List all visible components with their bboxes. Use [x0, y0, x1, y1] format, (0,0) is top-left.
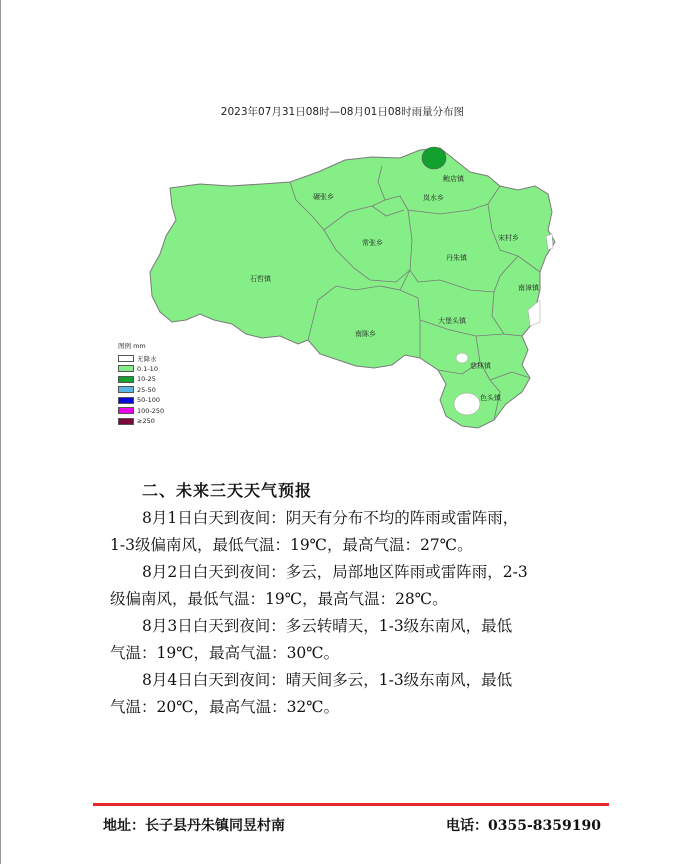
legend-label: ≥250: [137, 417, 155, 426]
legend-swatch: [118, 355, 134, 362]
footer-phone: 电话：0355-8359190: [446, 818, 601, 834]
town-label: 岚水乡: [423, 194, 444, 202]
legend-item: [118, 385, 164, 396]
map-title: 2023年07月31日08时—08月01日08时雨量分布图: [220, 106, 465, 118]
town-label: 南漳镇: [518, 284, 539, 292]
page-left-border: [0, 0, 1, 864]
town-label: 碾张乡: [313, 193, 334, 201]
town-label: 南陈乡: [355, 330, 376, 338]
legend-swatch: [118, 397, 134, 404]
legend-item: [118, 374, 164, 385]
legend-label: 25-50: [137, 385, 156, 394]
no-rain-area: [456, 353, 468, 363]
forecast-line: 8月4日白天到夜间：晴天间多云，1-3级东南风，最低: [142, 671, 513, 689]
legend-item: [118, 395, 164, 406]
legend-label: 50-100: [137, 396, 161, 405]
legend-item: [118, 364, 164, 375]
forecast-line: 8月1日白天到夜间：阴天有分布不均的阵雨或雷阵雨，: [142, 509, 519, 527]
town-label: 慈林镇: [470, 362, 491, 370]
town-label: 常张乡: [362, 239, 383, 247]
forecast-line: 级偏南风，最低气温：19℃，最高气温：28℃。: [110, 590, 448, 608]
legend-swatch: [118, 407, 134, 414]
heavy-rain-area: [422, 147, 446, 169]
legend-swatch: [118, 376, 134, 383]
town-label: 色头镇: [480, 394, 501, 402]
forecast-line: 8月2日白天到夜间：多云，局部地区阵雨或雷阵雨，2-3: [142, 563, 528, 581]
forecast-line: 8月3日白天到夜间：多云转晴天，1-3级东南风，最低: [142, 617, 513, 635]
legend-label: 0.1-10: [137, 364, 158, 373]
no-rain-area: [454, 393, 480, 415]
legend-label: 无降水: [137, 354, 157, 363]
legend-item: [118, 353, 164, 364]
legend-swatch: [118, 386, 134, 393]
forecast-paragraph: [110, 505, 590, 559]
forecast-paragraph: [110, 559, 590, 613]
forecast-paragraph: [110, 667, 590, 721]
town-label: 鲍店镇: [443, 175, 464, 183]
footer-address: 地址：长子县丹朱镇同昱村南: [103, 818, 285, 834]
legend-item: [118, 406, 164, 417]
county-region: [150, 148, 555, 428]
town-label: 石哲镇: [250, 275, 271, 283]
legend-label: 10-25: [137, 375, 156, 384]
town-label: 宋村乡: [498, 234, 519, 242]
forecast-line: 气温：19℃，最高气温：30℃。: [110, 644, 340, 662]
town-label: 丹朱镇: [446, 254, 467, 262]
legend-title: 图例 mm: [118, 342, 146, 350]
section-heading: 二、未来三天天气预报: [142, 481, 313, 500]
legend-label: 100-250: [137, 406, 165, 415]
legend-swatch: [118, 418, 134, 425]
legend-swatch: [118, 365, 134, 372]
map-legend: [118, 341, 164, 427]
forecast-line: 1-3级偏南风，最低气温：19℃，最高气温：27℃。: [110, 536, 473, 554]
legend-item: [118, 416, 164, 427]
footer-rule: [93, 803, 609, 806]
rainfall-map: [100, 130, 570, 435]
forecast-line: 气温：20℃，最高气温：32℃。: [110, 698, 340, 716]
forecast-paragraph: [110, 613, 590, 667]
town-label: 大堡头镇: [438, 317, 466, 325]
